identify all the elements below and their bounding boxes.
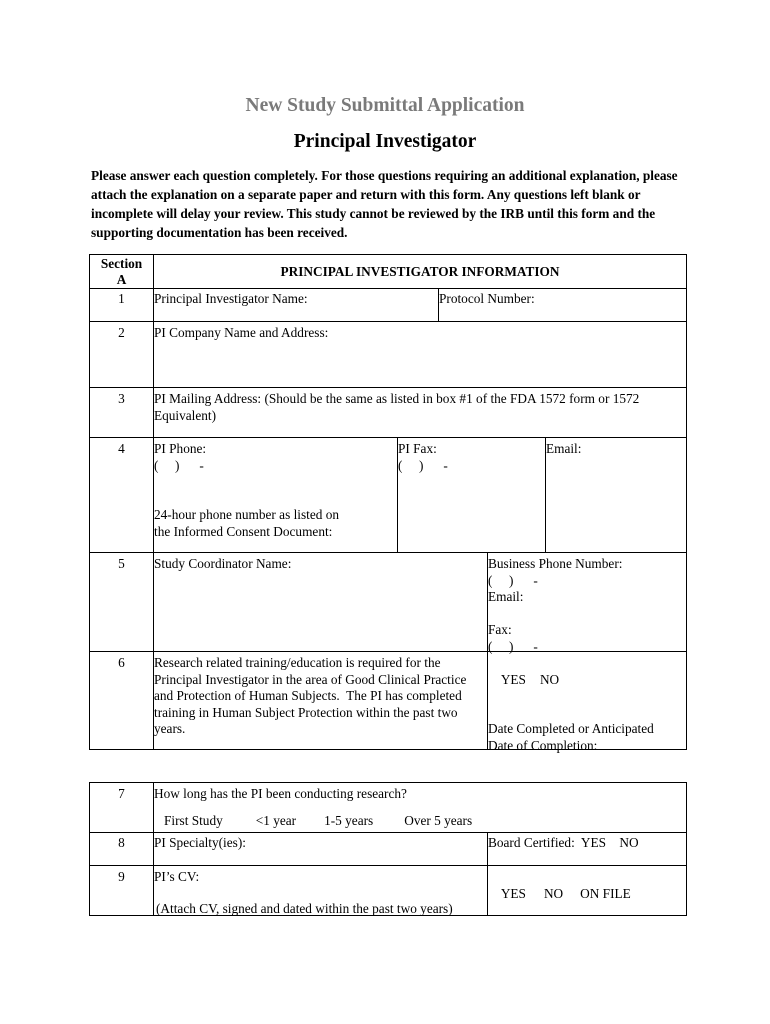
pi-name-field[interactable] <box>153 288 439 322</box>
coordinator-name-field[interactable] <box>153 552 488 652</box>
section-label: Section <box>100 256 143 271</box>
training-text-3: and Protection of Human Subjects. The PI has completed <box>154 688 462 703</box>
pi-fax-format: ( ) - <box>398 457 448 473</box>
phone-24h-label: 24-hour phone number as listed on <box>154 507 340 522</box>
training-date-label: Date Completed or Anticipated <box>488 721 654 736</box>
business-phone-label: Business Phone Number: <box>488 556 623 571</box>
pi-email-label: Email: <box>546 441 582 456</box>
page-title: New Study Submittal Application <box>245 95 525 116</box>
pi-specialty-label: PI Specialty(ies): <box>154 835 246 850</box>
phone-24h-label-cont: the Informed Consent Document: <box>154 523 333 539</box>
company-address-label: PI Company Name and Address: <box>154 325 329 340</box>
training-answer-cell <box>487 651 687 753</box>
coordinator-fax-format: ( ) - <box>488 638 538 654</box>
board-certified-cell[interactable] <box>487 832 687 866</box>
coordinator-email-label: Email: <box>488 589 524 604</box>
company-address-field[interactable] <box>153 321 687 388</box>
row-number: 6 <box>89 651 154 750</box>
pi-cv-note: (Attach CV, signed and dated within the past two years) <box>156 901 453 916</box>
training-text-1: Research related training/education is required for the <box>154 655 441 670</box>
training-question-cell <box>153 651 488 750</box>
protocol-number-label: Protocol Number: <box>439 291 535 306</box>
training-text-5: years. <box>154 721 186 736</box>
research-experience-question: How long has the PI been conducting research? <box>154 786 407 801</box>
row-number: 1 <box>89 288 154 322</box>
pi-cv-label: PI’s CV: <box>154 869 200 884</box>
coordinator-fax-label: Fax: <box>488 622 512 637</box>
option-1-5-years[interactable]: 1-5 years <box>324 812 374 828</box>
section-title-cell <box>153 254 687 289</box>
row-number: 5 <box>89 552 154 652</box>
option-over-5-years[interactable]: Over 5 years <box>404 812 473 828</box>
row-number: 7 <box>89 782 154 833</box>
board-certified-label: Board Certified: YES NO <box>488 835 639 850</box>
pi-phone-label: PI Phone: <box>154 441 207 456</box>
row-number: 8 <box>89 832 154 866</box>
protocol-number-field[interactable] <box>438 288 687 322</box>
cv-on-file-option[interactable]: ON FILE <box>580 885 631 901</box>
mailing-address-label: PI Mailing Address: (Should be the same as listed in box #1 of the FDA 1572 form or 1572 <box>154 391 640 406</box>
pi-phone-format: ( ) - <box>154 457 204 473</box>
business-phone-format: ( ) - <box>488 572 538 588</box>
instructions-paragraph: Please answer each question completely. For those questions requiring an additional explanation, please attach the explanation on a separate paper and return with this form. Any questions left blank or incomplete will delay your review. This study cannot be reviewed by the IRB until this form and the supporting documentation has been received. <box>91 168 678 240</box>
row-number: 3 <box>89 387 154 438</box>
pi-specialty-field[interactable] <box>153 832 488 866</box>
mailing-address-label-cont: Equivalent) <box>154 407 217 423</box>
research-experience-cell <box>153 782 687 833</box>
option-first-study[interactable]: First Study <box>164 812 223 828</box>
coordinator-name-label: Study Coordinator Name: <box>154 556 292 571</box>
row-number: 4 <box>89 437 154 553</box>
training-text-4: training in Human Subject Protection within the past two <box>154 704 458 720</box>
training-no-option[interactable]: NO <box>539 671 560 687</box>
section-label-cell <box>89 254 154 289</box>
page-subtitle: Principal Investigator <box>293 131 477 152</box>
section-letter: A <box>116 272 127 287</box>
section-title: PRINCIPAL INVESTIGATOR INFORMATION <box>280 264 560 279</box>
row-number: 9 <box>89 865 154 916</box>
pi-cv-cell <box>153 865 488 916</box>
training-yes-option[interactable]: YES <box>500 671 526 687</box>
pi-fax-field[interactable] <box>397 437 546 553</box>
training-text-2: Principal Investigator in the area of Good Clinical Practice <box>154 671 467 687</box>
pi-name-label: Principal Investigator Name: <box>154 291 308 306</box>
training-date-label-cont: Date of Completion: <box>488 737 598 753</box>
coordinator-contact-field[interactable] <box>487 552 687 652</box>
row-number: 2 <box>89 321 154 388</box>
mailing-address-field[interactable] <box>153 387 687 438</box>
cv-yes-option[interactable]: YES <box>500 885 526 901</box>
pi-email-field[interactable] <box>545 437 687 553</box>
cv-no-option[interactable]: NO <box>543 885 564 901</box>
pi-cv-answer-cell <box>487 865 687 916</box>
option-less-than-1-year[interactable]: <1 year <box>255 812 297 828</box>
pi-fax-label: PI Fax: <box>398 441 437 456</box>
pi-phone-field[interactable] <box>153 437 398 553</box>
